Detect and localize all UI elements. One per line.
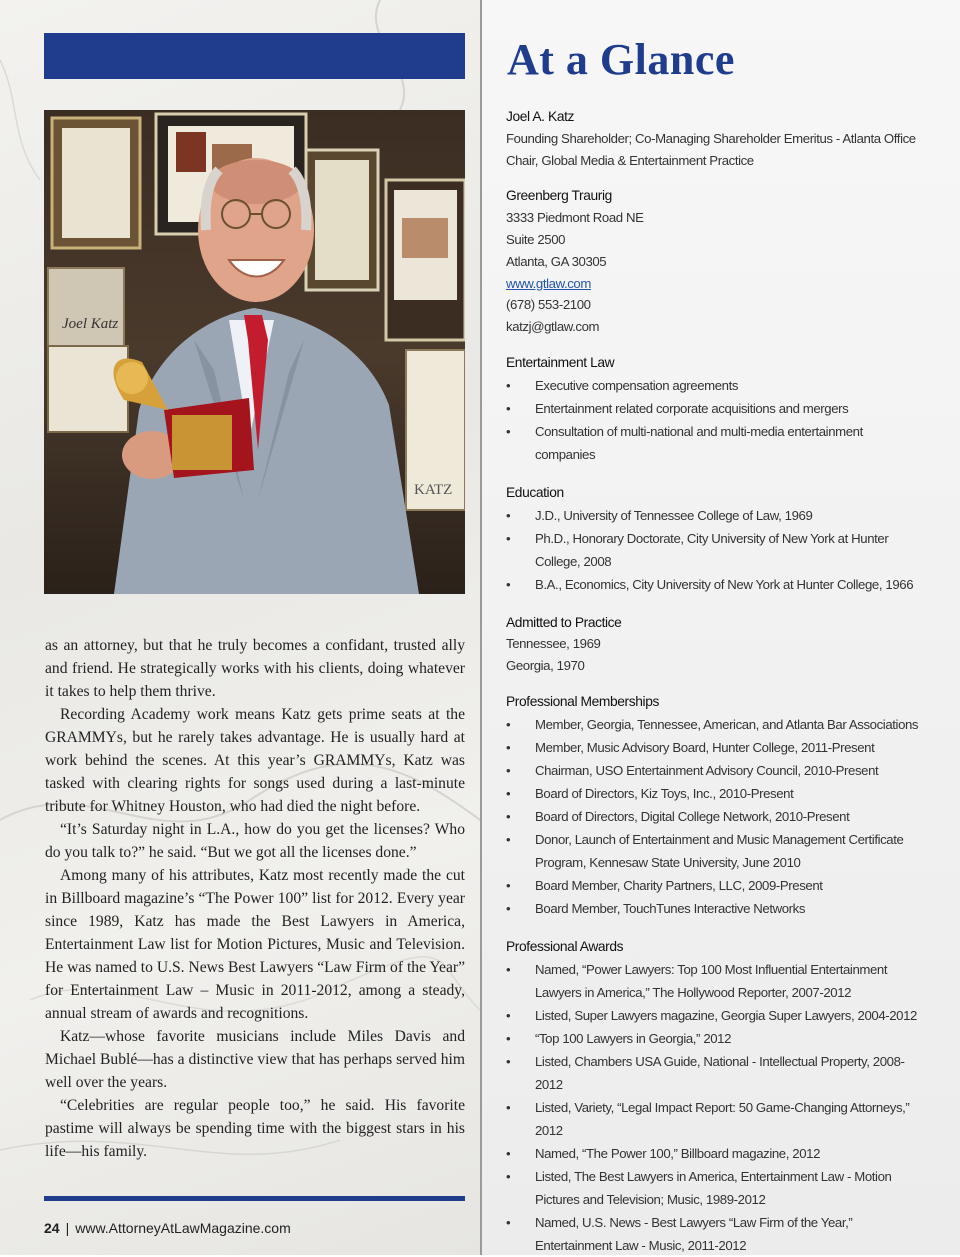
- article-paragraph: “Celebrities are regular people too,” he said. His favorite pastime will always be spending time with the biggest stars in his life—his family.: [45, 1097, 465, 1160]
- list-item: • Member, Georgia, Tennessee, American, and Atlanta Bar Associations: [506, 713, 926, 736]
- list-item: • Donor, Launch of Entertainment and Music Management Certificate Program, Kennesaw State University, June 2010: [506, 828, 926, 874]
- admitted-entry: Tennessee, 1969: [506, 636, 601, 652]
- article-paragraph: Katz—whose favorite musicians include Miles Davis and Michael Bublé—has a distinctive view that has perhaps served him well over the years.: [45, 1028, 465, 1091]
- page-number: 24: [44, 1220, 60, 1236]
- awards-heading: Professional Awards: [506, 938, 624, 954]
- glance-sidebar: [506, 106, 926, 1257]
- list-item: • Chairman, USO Entertainment Advisory Council, 2010-Present: [506, 759, 926, 782]
- list-item: • Executive compensation agreements: [506, 374, 926, 397]
- list-item: • Named, U.S. News - Best Lawyers “Law Firm of the Year,” Entertainment Law - Music, 2011-2012: [506, 1211, 926, 1257]
- list-item: • “Top 100 Lawyers in Georgia,” 2012: [506, 1027, 926, 1050]
- list-item: • Board of Directors, Kiz Toys, Inc., 2010-Present: [506, 782, 926, 805]
- list-item: • Member, Music Advisory Board, Hunter College, 2011-Present: [506, 736, 926, 759]
- list-item: • Board Member, TouchTunes Interactive Networks: [506, 897, 926, 920]
- list-item: • Named, “Power Lawyers: Top 100 Most Influential Entertainment Lawyers in America,” The Hollywood Reporter, 2007-2012: [506, 958, 926, 1004]
- list-item: • Consultation of multi-national and multi-media entertainment companies: [506, 420, 926, 466]
- email-address: katzj@gtlaw.com: [506, 319, 600, 335]
- list-item: • Named, “The Power 100,” Billboard magazine, 2012: [506, 1142, 926, 1165]
- list-item: • Board of Directors, Digital College Network, 2010-Present: [506, 805, 926, 828]
- firm-name: Greenberg Traurig: [506, 188, 612, 204]
- address-line: Suite 2500: [506, 231, 566, 247]
- list-item: • Listed, Variety, “Legal Impact Report: 50 Game-Changing Attorneys,” 2012: [506, 1096, 926, 1142]
- glance-title: At a Glance: [507, 35, 735, 84]
- bottom-color-bar: [44, 1196, 465, 1201]
- article-paragraph: as an attorney, but that he truly becomes a confidant, trusted ally and friend. He strategically works with his clients, doing whatever it takes to help them thrive.: [45, 637, 465, 700]
- address-line: Atlanta, GA 30305: [506, 253, 607, 269]
- website-link[interactable]: www.gtlaw.com: [506, 275, 591, 291]
- list-item: • Listed, Chambers USA Guide, National - Intellectual Property, 2008-2012: [506, 1050, 926, 1096]
- list-item: • J.D., University of Tennessee College of Law, 1969: [506, 504, 926, 527]
- footer-separator: |: [65, 1220, 70, 1236]
- entertainment-law-list: [506, 374, 926, 466]
- admitted-entry: Georgia, 1970: [506, 658, 585, 674]
- portrait-illustration: [44, 110, 465, 594]
- nameplate-text: KATZ: [414, 482, 453, 498]
- memberships-list: [506, 713, 926, 920]
- list-item: • Listed, The Best Lawyers in America, Entertainment Law - Motion Pictures and Television; Music, 1989-2012: [506, 1165, 926, 1211]
- list-item: • B.A., Economics, City University of New York at Hunter College, 1966: [506, 573, 926, 596]
- awards-list: [506, 958, 926, 1257]
- profile-role: Chair, Global Media & Entertainment Practice: [506, 152, 754, 168]
- education-list: [506, 504, 926, 596]
- address-line: 3333 Piedmont Road NE: [506, 210, 644, 226]
- top-color-bar: [44, 33, 465, 79]
- page-footer: [44, 1220, 291, 1236]
- profile-role: Founding Shareholder; Co-Managing Shareholder Emeritus - Atlanta Office: [506, 130, 916, 146]
- article-paragraph: “It’s Saturday night in L.A., how do you get the licenses? Who do you talk to?” he said. “But we got all the licenses done.”: [45, 821, 465, 861]
- admitted-heading: Admitted to Practice: [506, 614, 622, 630]
- list-item: • Entertainment related corporate acquisitions and mergers: [506, 397, 926, 420]
- footer-site-link[interactable]: www.AttorneyAtLawMagazine.com: [75, 1220, 291, 1236]
- memberships-heading: Professional Memberships: [506, 693, 659, 709]
- phone-number: (678) 553-2100: [506, 297, 591, 313]
- list-item: • Listed, Super Lawyers magazine, Georgia Super Lawyers, 2004-2012: [506, 1004, 926, 1027]
- article-paragraph: Recording Academy work means Katz gets prime seats at the GRAMMYs, but he rarely takes advantage. He is usually hard at work behind the scenes. At this year’s GRAMMYs, Katz was tasked with clearing rights for songs used during a last-minute tribute for Whitney Houston, who had died the night before.: [45, 706, 465, 815]
- entertainment-law-heading: Entertainment Law: [506, 354, 615, 370]
- portrait-photo: [44, 110, 465, 594]
- photo-signature: Joel Katz: [62, 316, 119, 332]
- article-paragraph: Among many of his attributes, Katz most recently made the cut in Billboard magazine’s “The Power 100” list for 2012. Every year since 1989, Katz has made the Best Lawyers in America, Entertainment Law list for Motion Pictures, Music and Television. He was named to U.S. News Best Lawyers “Law Firm of the Year” for Entertainment Law – Music in 2011-2012, among a steady, annual stream of awards and recognitions.: [45, 867, 465, 1022]
- list-item: • Board Member, Charity Partners, LLC, 2009-Present: [506, 874, 926, 897]
- list-item: • Ph.D., Honorary Doctorate, City University of New York at Hunter College, 2008: [506, 527, 926, 573]
- profile-name: Joel A. Katz: [506, 109, 575, 124]
- article-body: [45, 634, 465, 1163]
- education-heading: Education: [506, 484, 564, 500]
